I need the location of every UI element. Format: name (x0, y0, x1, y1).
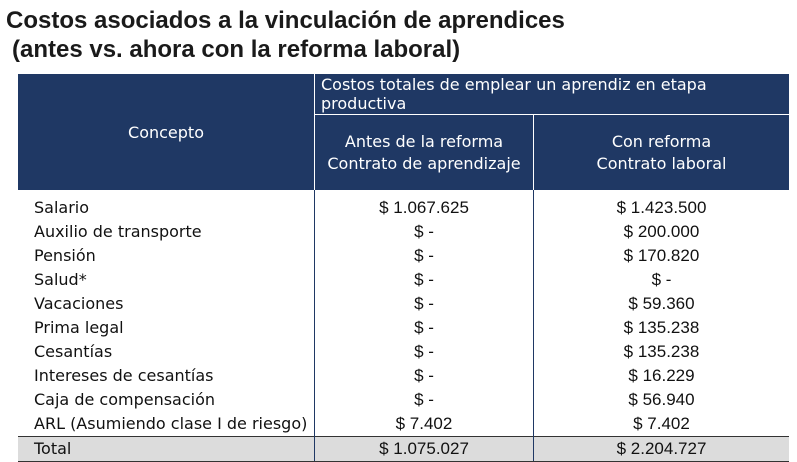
row-before-value: $ - (315, 340, 534, 364)
header-before (315, 115, 534, 191)
row-after-value: $ 170.820 (534, 244, 790, 268)
table-row (18, 292, 789, 316)
row-concept: Pensión (34, 246, 96, 265)
header-before-line-2: Contrato de aprendizaje (327, 153, 521, 173)
row-concept: Salario (34, 198, 90, 217)
title-line-2: (antes vs. ahora con la reforma laboral) (12, 36, 461, 63)
row-concept: Prima legal (34, 318, 124, 337)
table-row (18, 388, 789, 412)
row-after-value: $ 59.360 (534, 292, 790, 316)
row-after-value: $ 7.402 (534, 412, 790, 437)
table-row (18, 244, 789, 268)
row-before-value: $ - (315, 388, 534, 412)
row-concept: Intereses de cesantías (34, 366, 214, 385)
row-concept: Cesantías (34, 342, 113, 361)
row-before-value: $ - (315, 292, 534, 316)
total-label: Total (18, 437, 315, 462)
row-before-value: $ - (315, 244, 534, 268)
table-row (18, 190, 789, 220)
row-concept: ARL (Asumiendo clase I de riesgo) (34, 414, 308, 433)
row-concept: Vacaciones (34, 294, 124, 313)
table-row (18, 412, 789, 437)
table-body (18, 190, 789, 462)
row-after-value: $ 135.238 (534, 316, 790, 340)
row-before-value: $ 7.402 (315, 412, 534, 437)
header-before-line-1: Antes de la reforma (344, 131, 504, 151)
table-row (18, 340, 789, 364)
row-after-value: $ 200.000 (534, 220, 790, 244)
row-after-value: $ 16.229 (534, 364, 790, 388)
row-after-value: $ 1.423.500 (534, 190, 790, 220)
table-row (18, 364, 789, 388)
total-after-value: $ 2.204.727 (534, 437, 790, 462)
table-row (18, 268, 789, 292)
row-before-value: $ - (315, 220, 534, 244)
row-after-value: $ 135.238 (534, 340, 790, 364)
row-concept: Caja de compensación (34, 390, 216, 409)
page-title (6, 6, 565, 64)
header-after-line-1: Con reforma (611, 131, 712, 151)
header-group: Costos totales de emplear un aprendiz en etapa productiva (315, 74, 790, 115)
row-before-value: $ 1.067.625 (315, 190, 534, 220)
cost-table (18, 74, 789, 462)
row-after-value: $ - (534, 268, 790, 292)
title-line-1: Costos asociados a la vinculación de aprendices (6, 7, 565, 34)
total-before-value: $ 1.075.027 (315, 437, 534, 462)
row-before-value: $ - (315, 316, 534, 340)
row-before-value: $ - (315, 268, 534, 292)
row-after-value: $ 56.940 (534, 388, 790, 412)
total-row (18, 437, 789, 462)
table-row (18, 316, 789, 340)
header-after (534, 115, 790, 191)
table-row (18, 220, 789, 244)
header-after-line-2: Contrato laboral (596, 153, 727, 173)
row-concept: Auxilio de transporte (34, 222, 202, 241)
header-concept: Concepto (18, 74, 315, 190)
row-concept: Salud* (34, 270, 87, 289)
row-before-value: $ - (315, 364, 534, 388)
